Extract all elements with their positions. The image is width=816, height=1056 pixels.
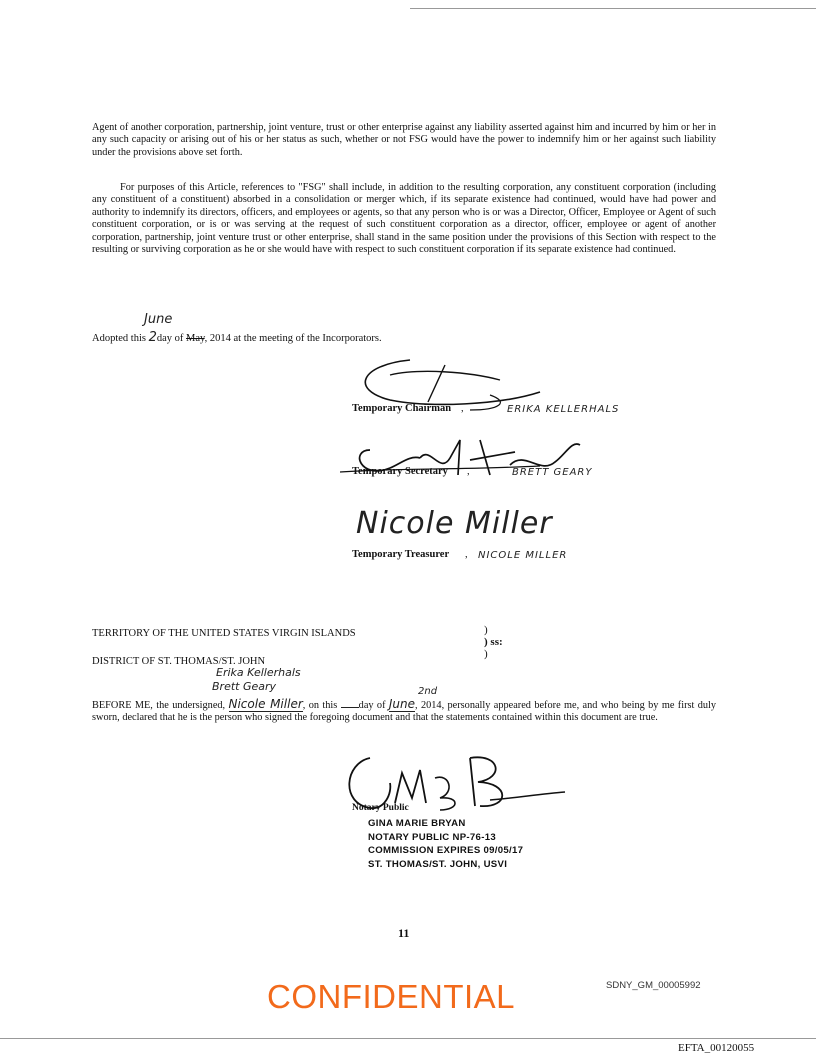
handwritten-name-main: Nicole Miller xyxy=(228,697,303,711)
chairman-label: Temporary Chairman xyxy=(352,403,452,414)
handwritten-day-ordinal: 2nd xyxy=(418,686,438,697)
paren-1: ) xyxy=(484,624,488,636)
handwritten-day: 2 xyxy=(148,330,157,345)
treasurer-printed-name: NICOLE MILLER xyxy=(478,550,568,561)
secretary-label: Temporary Secretary xyxy=(352,466,448,477)
handwritten-name-2: Brett Geary xyxy=(212,680,277,693)
handwritten-month-june: June xyxy=(144,312,173,327)
top-rule xyxy=(410,8,816,9)
secretary-printed-name: BRETT GEARY xyxy=(512,467,593,478)
confidential-stamp: CONFIDENTIAL xyxy=(267,978,516,1015)
notary-stamp-name: GINA MARIE BRYAN xyxy=(368,818,466,829)
chairman-comma: , xyxy=(461,403,464,414)
paren-ss: ) ss: xyxy=(484,636,503,648)
paragraph-2: For purposes of this Article, references to "FSG" shall include, in addition to the resulting corporation, any constituent corporation (including any constituent of a constituent) absorbed in a consolidation or merger which, if its separate existence had continued, would have had power and authority to indemnify its directors, officers, and employees or agents, so that any person who is or was a Director, Officer, Employee or Agent of such constituent corporation, or is or was serving at the request of such constituent corporation as a director, officer, employee or agent of another corporation, partnership, joint venture trust or other enterprise, shall stand in the same position under the provisions of this Section with respect to the resulting or surviving corporation as he or she would have with respect to such constituent corporation if its separate existence had continued. xyxy=(92,182,716,256)
before-part-2: , on this xyxy=(302,700,338,711)
page-number: 11 xyxy=(398,926,410,940)
notary-public-label: Notary Public xyxy=(352,803,409,813)
treasurer-signature: Nicole Miller xyxy=(356,506,553,541)
treasurer-comma: , xyxy=(465,549,468,560)
document-id: SDNY_GM_00005992 xyxy=(606,980,701,991)
before-rest: before me, and who being by me first duly sworn, declared that he is the person who signed the foregoing document and that the statements contained within this document are true. xyxy=(92,700,717,724)
efta-number: EFTA_00120055 xyxy=(678,1042,755,1054)
chairman-signature xyxy=(350,350,550,410)
territory-line: TERRITORY OF THE UNITED STATES VIRGIN ISLANDS xyxy=(92,628,356,639)
before-part-4: , 2014, personally appeared xyxy=(415,700,531,711)
treasurer-label: Temporary Treasurer xyxy=(352,549,450,560)
notary-stamp-location: ST. THOMAS/ST. JOHN, USVI xyxy=(368,858,508,870)
paragraph-1: Agent of another corporation, partnership, joint venture, trust or other enterprise against any liability asserted against him and incurred by him or her in any such capacity or arising out of his or her status as such, whether or not FSG would have the power to indemnify him or her against such liability under the provisions above set forth. xyxy=(92,122,716,158)
handwritten-name-1: Erika Kellerhals xyxy=(216,666,301,679)
notary-stamp-number: NOTARY PUBLIC NP-76-13 xyxy=(368,831,496,843)
notary-stamp-expiry: COMMISSION EXPIRES 09/05/17 xyxy=(368,845,524,857)
secretary-signature xyxy=(340,420,590,490)
paren-3: ) xyxy=(484,648,488,660)
before-part-1: BEFORE ME, the undersigned, xyxy=(92,700,226,711)
district-line: DISTRICT OF ST. THOMAS/ST. JOHN xyxy=(92,656,266,667)
bottom-rule xyxy=(0,1038,816,1039)
adoption-line xyxy=(92,330,382,345)
struck-month: May xyxy=(186,333,205,344)
handwritten-month: June xyxy=(388,697,416,711)
before-part-3: day of xyxy=(358,700,386,711)
day-blank xyxy=(341,707,359,708)
adoption-prefix: Adopted this xyxy=(92,333,146,344)
notary-stamp xyxy=(368,817,523,871)
adoption-mid: day of xyxy=(156,333,184,344)
adoption-suffix: , 2014 at the meeting of the Incorporators. xyxy=(204,333,382,344)
before-me-paragraph xyxy=(92,698,716,725)
secretary-comma: , xyxy=(467,466,470,477)
chairman-printed-name: ERIKA KELLERHALS xyxy=(507,404,620,415)
